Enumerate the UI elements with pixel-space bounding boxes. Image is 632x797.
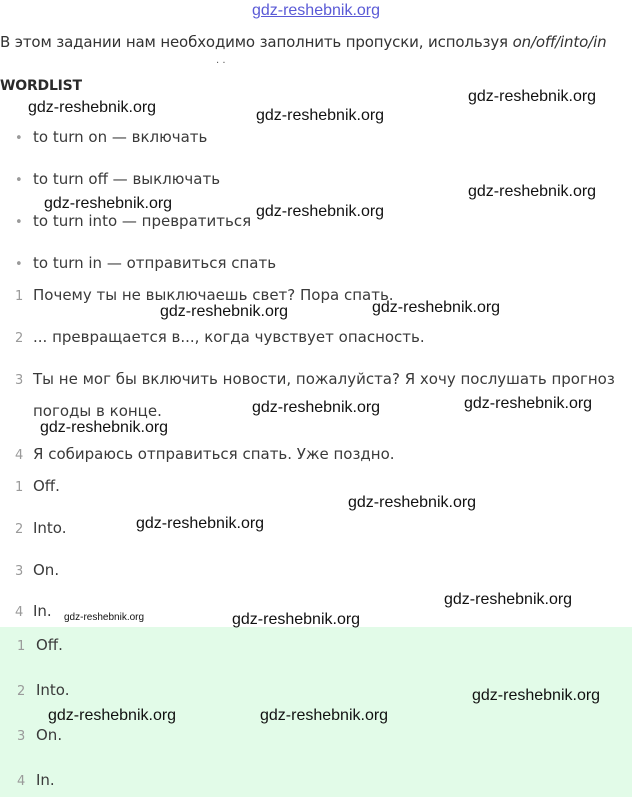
wordlist-item: to turn off — выключать: [33, 170, 221, 188]
highlighted-answer-number: 2: [17, 684, 26, 699]
translation-number: 2: [15, 331, 24, 346]
translation-line: ... превращается в..., когда чувствует опасность.: [33, 328, 425, 346]
answer-number: 3: [15, 564, 24, 579]
bullet-icon: •: [15, 257, 23, 272]
bullet-icon: •: [15, 131, 23, 146]
watermark: gdz-reshebnik.org: [28, 99, 157, 116]
watermark: gdz-reshebnik.org: [160, 303, 289, 320]
top-watermark-link[interactable]: gdz-reshebnik.org: [251, 2, 381, 19]
highlighted-answer-text: In.: [36, 771, 55, 789]
watermark: gdz-reshebnik.org: [260, 707, 389, 724]
bullet-icon: •: [15, 173, 23, 188]
highlighted-answer-number: 1: [17, 639, 26, 654]
task-intro-text: В этом задании нам необходимо заполнить пропуски, используя: [0, 33, 513, 51]
translation-number: 4: [15, 448, 24, 463]
highlighted-answer-text: Into.: [36, 681, 70, 699]
bullet-icon: •: [15, 215, 23, 230]
wordlist-heading: WORDLIST: [0, 78, 82, 94]
wordlist-item: to turn into — превратиться: [33, 212, 252, 230]
watermark: gdz-reshebnik.org: [232, 611, 361, 628]
watermark: gdz-reshebnik.org: [256, 107, 385, 124]
scan-artifact: · ·: [216, 58, 226, 69]
highlighted-answer-number: 4: [17, 774, 26, 789]
translation-line: Я собираюсь отправиться спать. Уже поздно.: [33, 445, 395, 463]
watermark: gdz-reshebnik.org: [464, 395, 593, 412]
watermark: gdz-reshebnik.org: [64, 612, 145, 623]
translation-number: 3: [15, 373, 24, 388]
answer-number: 4: [15, 605, 24, 620]
watermark: gdz-reshebnik.org: [468, 88, 597, 105]
watermark: gdz-reshebnik.org: [348, 494, 477, 511]
answer-text: In.: [33, 602, 52, 620]
translation-line: Почему ты не выключаешь свет? Пора спать.: [33, 286, 394, 304]
watermark: gdz-reshebnik.org: [40, 419, 169, 436]
watermark: gdz-reshebnik.org: [472, 687, 601, 704]
answer-number: 1: [15, 480, 24, 495]
highlighted-answer-number: 3: [17, 729, 26, 744]
task-intro: [0, 33, 606, 51]
answer-text: Into.: [33, 519, 67, 537]
wordlist-item: to turn in — отправиться спать: [33, 254, 277, 272]
answer-number: 2: [15, 522, 24, 537]
translation-line: погоды в конце.: [33, 402, 162, 420]
watermark: gdz-reshebnik.org: [468, 183, 597, 200]
watermark: gdz-reshebnik.org: [444, 591, 573, 608]
watermark: gdz-reshebnik.org: [44, 195, 173, 212]
translation-number: 1: [15, 289, 24, 304]
task-intro-emphasis: on/off/into/in: [512, 33, 607, 51]
answer-text: On.: [33, 561, 60, 579]
answer-text: Off.: [33, 477, 60, 495]
highlighted-answer-text: On.: [36, 726, 63, 744]
wordlist-item: to turn on — включать: [33, 128, 208, 146]
watermark: gdz-reshebnik.org: [48, 707, 177, 724]
translation-line: Ты не мог бы включить новости, пожалуйста? Я хочу послушать прогноз: [33, 370, 615, 388]
watermark: gdz-reshebnik.org: [136, 515, 265, 532]
highlighted-answer-text: Off.: [36, 636, 63, 654]
watermark: gdz-reshebnik.org: [252, 399, 381, 416]
watermark: gdz-reshebnik.org: [256, 203, 385, 220]
watermark: gdz-reshebnik.org: [372, 299, 501, 316]
